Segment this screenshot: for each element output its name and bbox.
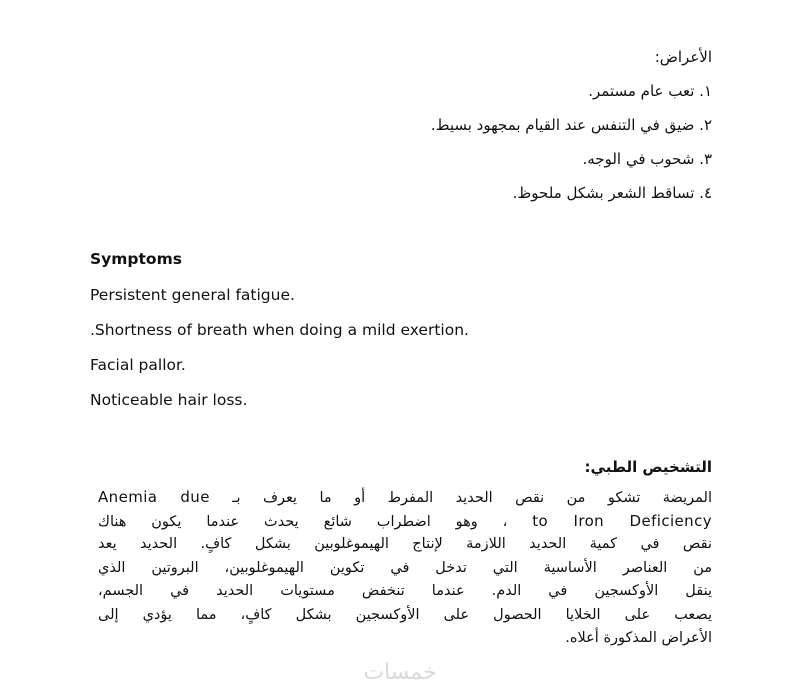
diagnosis-paragraph-line: الأعراض المذكورة أعلاه. (565, 630, 712, 646)
english-symptoms-heading: Symptoms (90, 250, 182, 268)
diagnosis-paragraph-line: من العناصر الأساسية التي تدخل في تكوين الهيموغلوبين، البروتين الذي (98, 559, 712, 576)
diagnosis-paragraph-line (98, 510, 712, 534)
diagnosis-line2-english-term: to Iron Deficiency (532, 511, 712, 530)
diagnosis-paragraph-line (98, 486, 712, 510)
diagnosis-paragraph-line: نقص في كمية الحديد اللازمة لإنتاج الهيموغلوبين بشكل كافٍ. الحديد يعد (98, 536, 712, 552)
arabic-symptom-item: ٢. ضيق في التنفس عند القيام بمجهود بسيط. (430, 116, 712, 134)
arabic-symptoms-heading: الأعراض: (654, 48, 712, 66)
watermark-logo: خمسات (363, 660, 437, 685)
diagnosis-paragraph-line: يصعب على الخلايا الحصول على الأوكسجين بشكل كافٍ، مما يؤدي إلى (98, 606, 712, 623)
english-symptom-item: Noticeable hair loss. (90, 391, 248, 409)
diagnosis-heading: التشخيص الطبي: (584, 458, 712, 476)
english-symptom-item: Persistent general fatigue. (90, 286, 295, 304)
arabic-symptom-item: ٣. شحوب في الوجه. (582, 150, 712, 168)
english-symptoms-section (90, 244, 710, 418)
arabic-symptom-item: ١. تعب عام مستمر. (588, 82, 712, 100)
english-symptom-item: Facial pallor. (90, 356, 186, 374)
english-symptom-item: .Shortness of breath when doing a mild exertion. (90, 321, 469, 339)
diagnosis-line2-arabic: ، وهو اضطراب شائع يحدث عندما يكون هناك (98, 513, 508, 530)
arabic-symptom-item: ٤. تساقط الشعر بشكل ملحوظ. (512, 184, 712, 202)
diagnosis-paragraph-line: ينقل الأوكسجين في الدم. عندما تنخفض مستويات الحديد في الجسم، (98, 583, 712, 599)
arabic-symptoms-section (300, 40, 712, 210)
diagnosis-line1-arabic: المريضة تشكو من نقص الحديد المفرط أو ما يعرف بـ (232, 490, 712, 506)
diagnosis-line1-english-term: Anemia due (98, 488, 210, 506)
diagnosis-section (98, 452, 712, 651)
